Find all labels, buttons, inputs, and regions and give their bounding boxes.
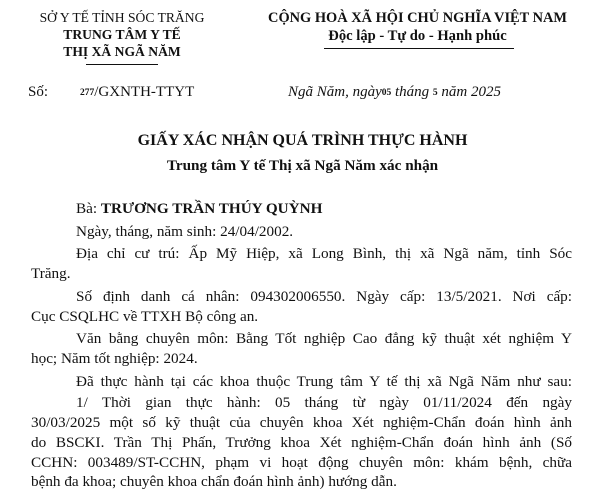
date-month: 5 [432, 88, 438, 98]
practiced-line: Đã thực hành tại các khoa thuộc Trung tâm Y tế thị xã Ngã Năm như sau: [76, 373, 572, 390]
doc-number-label: Số: [28, 84, 49, 100]
header-org-line2: THỊ XÃ NGÃ NĂM [63, 44, 181, 59]
date-month-label: tháng [395, 84, 430, 100]
date-line [288, 84, 501, 101]
header-right-underline [324, 48, 514, 49]
person-name: TRƯƠNG TRẦN THÚY QUỲNH [100, 200, 323, 217]
item1-line3: do BSCKI. Trần Thị Phấn, Trưởng khoa Xét nghiệm-Chẩn đoán hình ảnh (Số [31, 434, 572, 451]
degree-line2: học; Năm tốt nghiệp: 2024. [31, 350, 198, 367]
person-line [76, 200, 322, 218]
item1-line5: bệnh đa khoa; chuyên khoa chẩn đoán hình ảnh) hướng dẫn. [31, 473, 397, 490]
person-label: Bà: [76, 200, 101, 217]
header-nation: CỘNG HOÀ XÃ HỘI CHỦ NGHĨA VIỆT NAM [268, 10, 567, 26]
document-subtitle: Trung tâm Y tế Thị xã Ngã Năm xác nhận [166, 157, 439, 174]
address-line1: Địa chỉ cư trú: Ấp Mỹ Hiệp, xã Long Bình, thị xã Ngã năm, tỉnh Sóc [76, 245, 572, 262]
header-motto: Độc lập - Tự do - Hạnh phúc [328, 28, 507, 44]
doc-number-code: /GXNTH-TTYT [94, 84, 195, 100]
date-year: năm 2025 [441, 84, 502, 100]
doc-number-value: 277 [80, 88, 95, 98]
dob-line: Ngày, tháng, năm sinh: 24/04/2002. [76, 223, 294, 240]
address-line2: Trăng. [31, 265, 71, 282]
date-day: 05 [381, 88, 392, 98]
item1-line2: 30/03/2025 một số kỹ thuật của chuyên khoa Xét nghiệm-Chẩn đoán hình ảnh [31, 414, 572, 431]
item1-line4: CCHN: 003489/ST-CCHN, phạm vi hoạt động chuyên môn: khám bệnh, chữa [31, 454, 572, 471]
item1-line1: 1/ Thời gian thực hành: 05 tháng từ ngày 01/11/2024 đến ngày [76, 394, 572, 411]
header-left-underline [86, 64, 158, 65]
degree-line1: Văn bằng chuyên môn: Bằng Tốt nghiệp Cao đẳng kỹ thuật xét nghiệm Y [76, 330, 572, 347]
header-ministry: SỞ Y TẾ TỈNH SÓC TRĂNG [39, 10, 205, 25]
id-line2: Cục CSQLHC về TTXH Bộ công an. [31, 308, 259, 325]
document-title: GIẤY XÁC NHẬN QUÁ TRÌNH THỰC HÀNH [137, 132, 468, 149]
date-place: Ngã Năm, ngày [288, 84, 382, 100]
header-org-line1: TRUNG TÂM Y TẾ [63, 27, 181, 42]
id-line1: Số định danh cá nhân: 094302006550. Ngày cấp: 13/5/2021. Nơi cấp: [76, 288, 572, 305]
doc-number [28, 84, 194, 101]
